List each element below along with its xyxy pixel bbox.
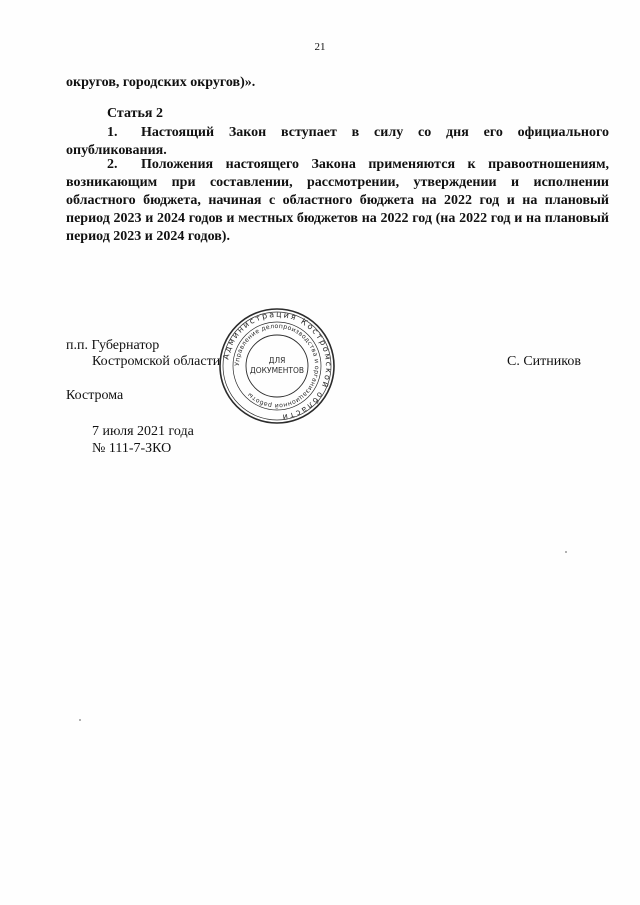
- article-paragraph-2: [66, 156, 609, 246]
- article-paragraph-1: [66, 124, 609, 160]
- scan-speck: [565, 551, 567, 553]
- official-seal: [217, 306, 337, 426]
- paragraph-number: 2.: [107, 157, 118, 172]
- scan-speck: [79, 719, 81, 721]
- continuation-text: округов, городских округов)».: [66, 75, 256, 90]
- document-date: 7 июля 2021 года: [92, 424, 194, 439]
- article-title: Статья 2: [107, 106, 163, 121]
- seal-center-line2: ДОКУМЕНТОВ: [249, 366, 305, 375]
- signatory-region: Костромской области: [92, 354, 221, 369]
- seal-inner-text: Управление делопроизводства и организационной работы: [233, 322, 321, 410]
- paragraph-text: Положения настоящего Закона применяются к правоотношениям, возникающим при составлении, рассмотрении, утверждении и исполнении областного бюджета, начиная с областного бюджета на 2022 год и на плановый период 2023 и 2024 годов и местных бюджетов на 2022 год (на 2022 год и на плановый период 2023 и 2024 годов).: [66, 157, 609, 244]
- signatory-name: С. Ситников: [507, 354, 581, 369]
- paragraph-number: 1.: [107, 125, 118, 140]
- paragraph-text: Настоящий Закон вступает в силу со дня его официального опубликования.: [66, 125, 609, 158]
- place: Кострома: [66, 388, 124, 403]
- seal-center-line1: ДЛЯ: [268, 356, 286, 365]
- page-number: 21: [314, 41, 326, 53]
- document-number: № 111-7-ЗКО: [92, 441, 172, 456]
- seal-outer-text: Администрация Костромской области: [221, 309, 334, 422]
- signatory-title: п.п. Губернатор: [66, 338, 160, 353]
